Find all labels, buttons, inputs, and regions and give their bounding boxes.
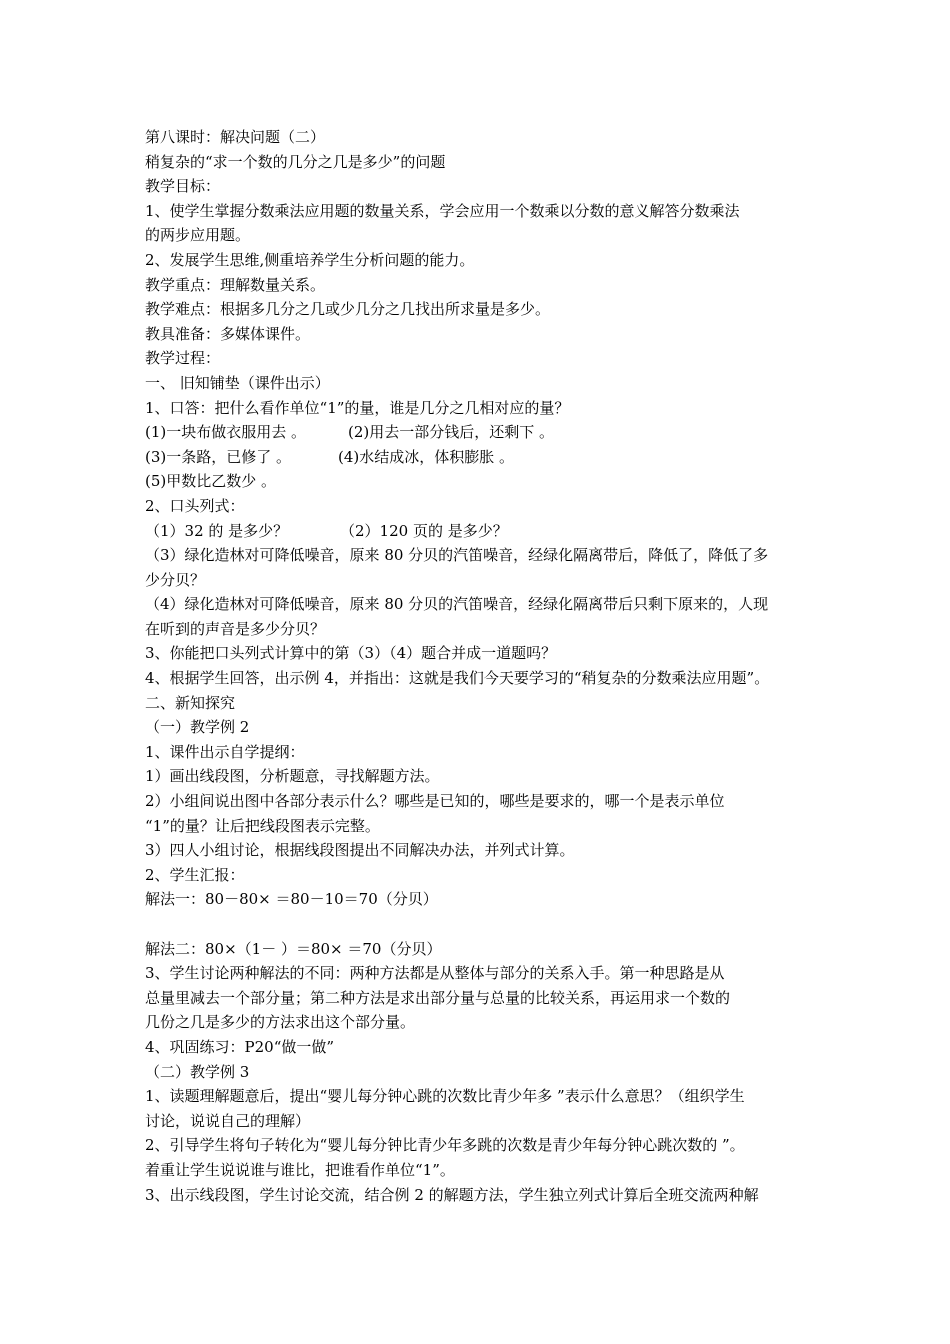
step-2: 2、学生汇报：	[145, 865, 245, 884]
document-page	[145, 125, 825, 1207]
section-1-heading: 一、 旧知铺垫（课件出示）	[145, 373, 330, 392]
step-1-item-2-cont: “1”的量？让后把线段图表示完整。	[145, 816, 380, 835]
question-3: 3、你能把口头列式计算中的第（3）（4）题合并成一道题吗？	[145, 644, 557, 663]
step-1-item-3: 3）四人小组讨论，根据线段图提出不同解决办法，并列式计算。	[145, 841, 575, 860]
example-3-step-1: 1、读题理解题意后，提出“婴儿每分钟心跳的次数比青少年多 ”表示什么意思？（组织学生	[145, 1087, 745, 1106]
example-3-step-2-cont: 着重让学生说说谁与谁比，把谁看作单位“1”。	[145, 1160, 455, 1179]
question-1: 1、口答：把什么看作单位“1”的量，谁是几分之几相对应的量？	[145, 398, 570, 417]
question-2-item-4: （4）绿化造林对可降低噪音，原来 80 分贝的汽笛噪音，经绿化隔离带后只剩下原来的，人现	[145, 595, 769, 614]
tools: 教具准备：多媒体课件。	[145, 324, 311, 343]
lesson-title: 第八课时：解决问题（二）	[145, 128, 326, 146]
question-2-item-3: （3）绿化造林对可降低噪音，原来 80 分贝的汽笛噪音，经绿化隔离带后，降低了，降低了多	[145, 546, 769, 565]
step-1-item-2: 2）小组间说出图中各部分表示什么？哪些是已知的，哪些是要求的，哪一个是表示单位	[145, 792, 725, 811]
goals-heading: 教学目标：	[145, 177, 221, 196]
section-2-heading: 二、新知探究	[145, 693, 236, 712]
question-2-row-1	[145, 519, 825, 544]
question-1-row-1	[145, 420, 825, 445]
question-1-item-5: (5)甲数比乙数少 。	[145, 472, 277, 491]
lesson-subtitle: 稍复杂的“求一个数的几分之几是多少”的问题	[145, 152, 446, 171]
solution-2: 解法二：80×（1－ ）＝80× ＝70（分贝）	[145, 939, 442, 958]
step-3-cont-1: 总量里减去一个部分量；第二种方法是求出部分量与总量的比较关系，再运用求一个数的	[145, 988, 731, 1007]
blank-line	[145, 912, 825, 937]
process-heading: 教学过程：	[145, 349, 221, 368]
difficulty: 教学难点：根据多几分之几或少几分之几找出所求量是多少。	[145, 300, 551, 319]
goal-1: 1、使学生掌握分数乘法应用题的数量关系，学会应用一个数乘以分数的意义解答分数乘法	[145, 201, 740, 220]
goal-2: 2、发展学生思维,侧重培养学生分析问题的能力。	[145, 250, 475, 269]
step-3: 3、学生讨论两种解法的不同：两种方法都是从整体与部分的关系入手。第一种思路是从	[145, 964, 725, 983]
example-3-step-3: 3、出示线段图，学生讨论交流，结合例 2 的解题方法，学生独立列式计算后全班交流两种解	[145, 1185, 759, 1204]
step-1-item-1: 1）画出线段图，分析题意，寻找解题方法。	[145, 767, 440, 786]
question-1-item-1: (1)一块布做衣服用去 。	[145, 423, 307, 442]
example-3-step-2: 2、引导学生将句子转化为“婴儿每分钟比青少年多跳的次数是青少年每分钟心跳次数的 ”。	[145, 1136, 745, 1155]
question-1-item-4: (4)水结成冰，体积膨胀 。	[338, 447, 515, 466]
step-4: 4、巩固练习：P20“做一做”	[145, 1037, 335, 1056]
step-1: 1、课件出示自学提纲：	[145, 742, 305, 761]
question-2: 2、口头列式：	[145, 496, 245, 515]
question-2-item-1: （1）32 的 是多少？	[145, 521, 289, 540]
question-4: 4、根据学生回答，出示例 4，并指出：这就是我们今天要学习的“稍复杂的分数乘法应用题”。	[145, 669, 770, 688]
example-3-step-1-cont: 讨论，说说自己的理解）	[145, 1111, 311, 1130]
step-3-cont-2: 几份之几是多少的方法求出这个部分量。	[145, 1013, 416, 1032]
example-2-heading: （一）教学例 2	[145, 718, 250, 737]
key-point: 教学重点：理解数量关系。	[145, 275, 326, 294]
question-2-item-3-cont: 少分贝？	[145, 570, 206, 589]
question-2-item-2: （2）120 页的 是多少？	[340, 521, 508, 540]
question-1-item-3: (3)一条路，已修了 。	[145, 447, 292, 466]
question-1-item-2: (2)用去一部分钱后，还剩下 。	[348, 423, 555, 442]
question-1-row-2	[145, 445, 825, 470]
solution-1: 解法一：80－80× ＝80－10＝70（分贝）	[145, 890, 438, 909]
goal-1-cont: 的两步应用题。	[145, 226, 251, 245]
question-2-item-4-cont: 在听到的声音是多少分贝？	[145, 619, 326, 638]
example-3-heading: （二）教学例 3	[145, 1062, 250, 1081]
